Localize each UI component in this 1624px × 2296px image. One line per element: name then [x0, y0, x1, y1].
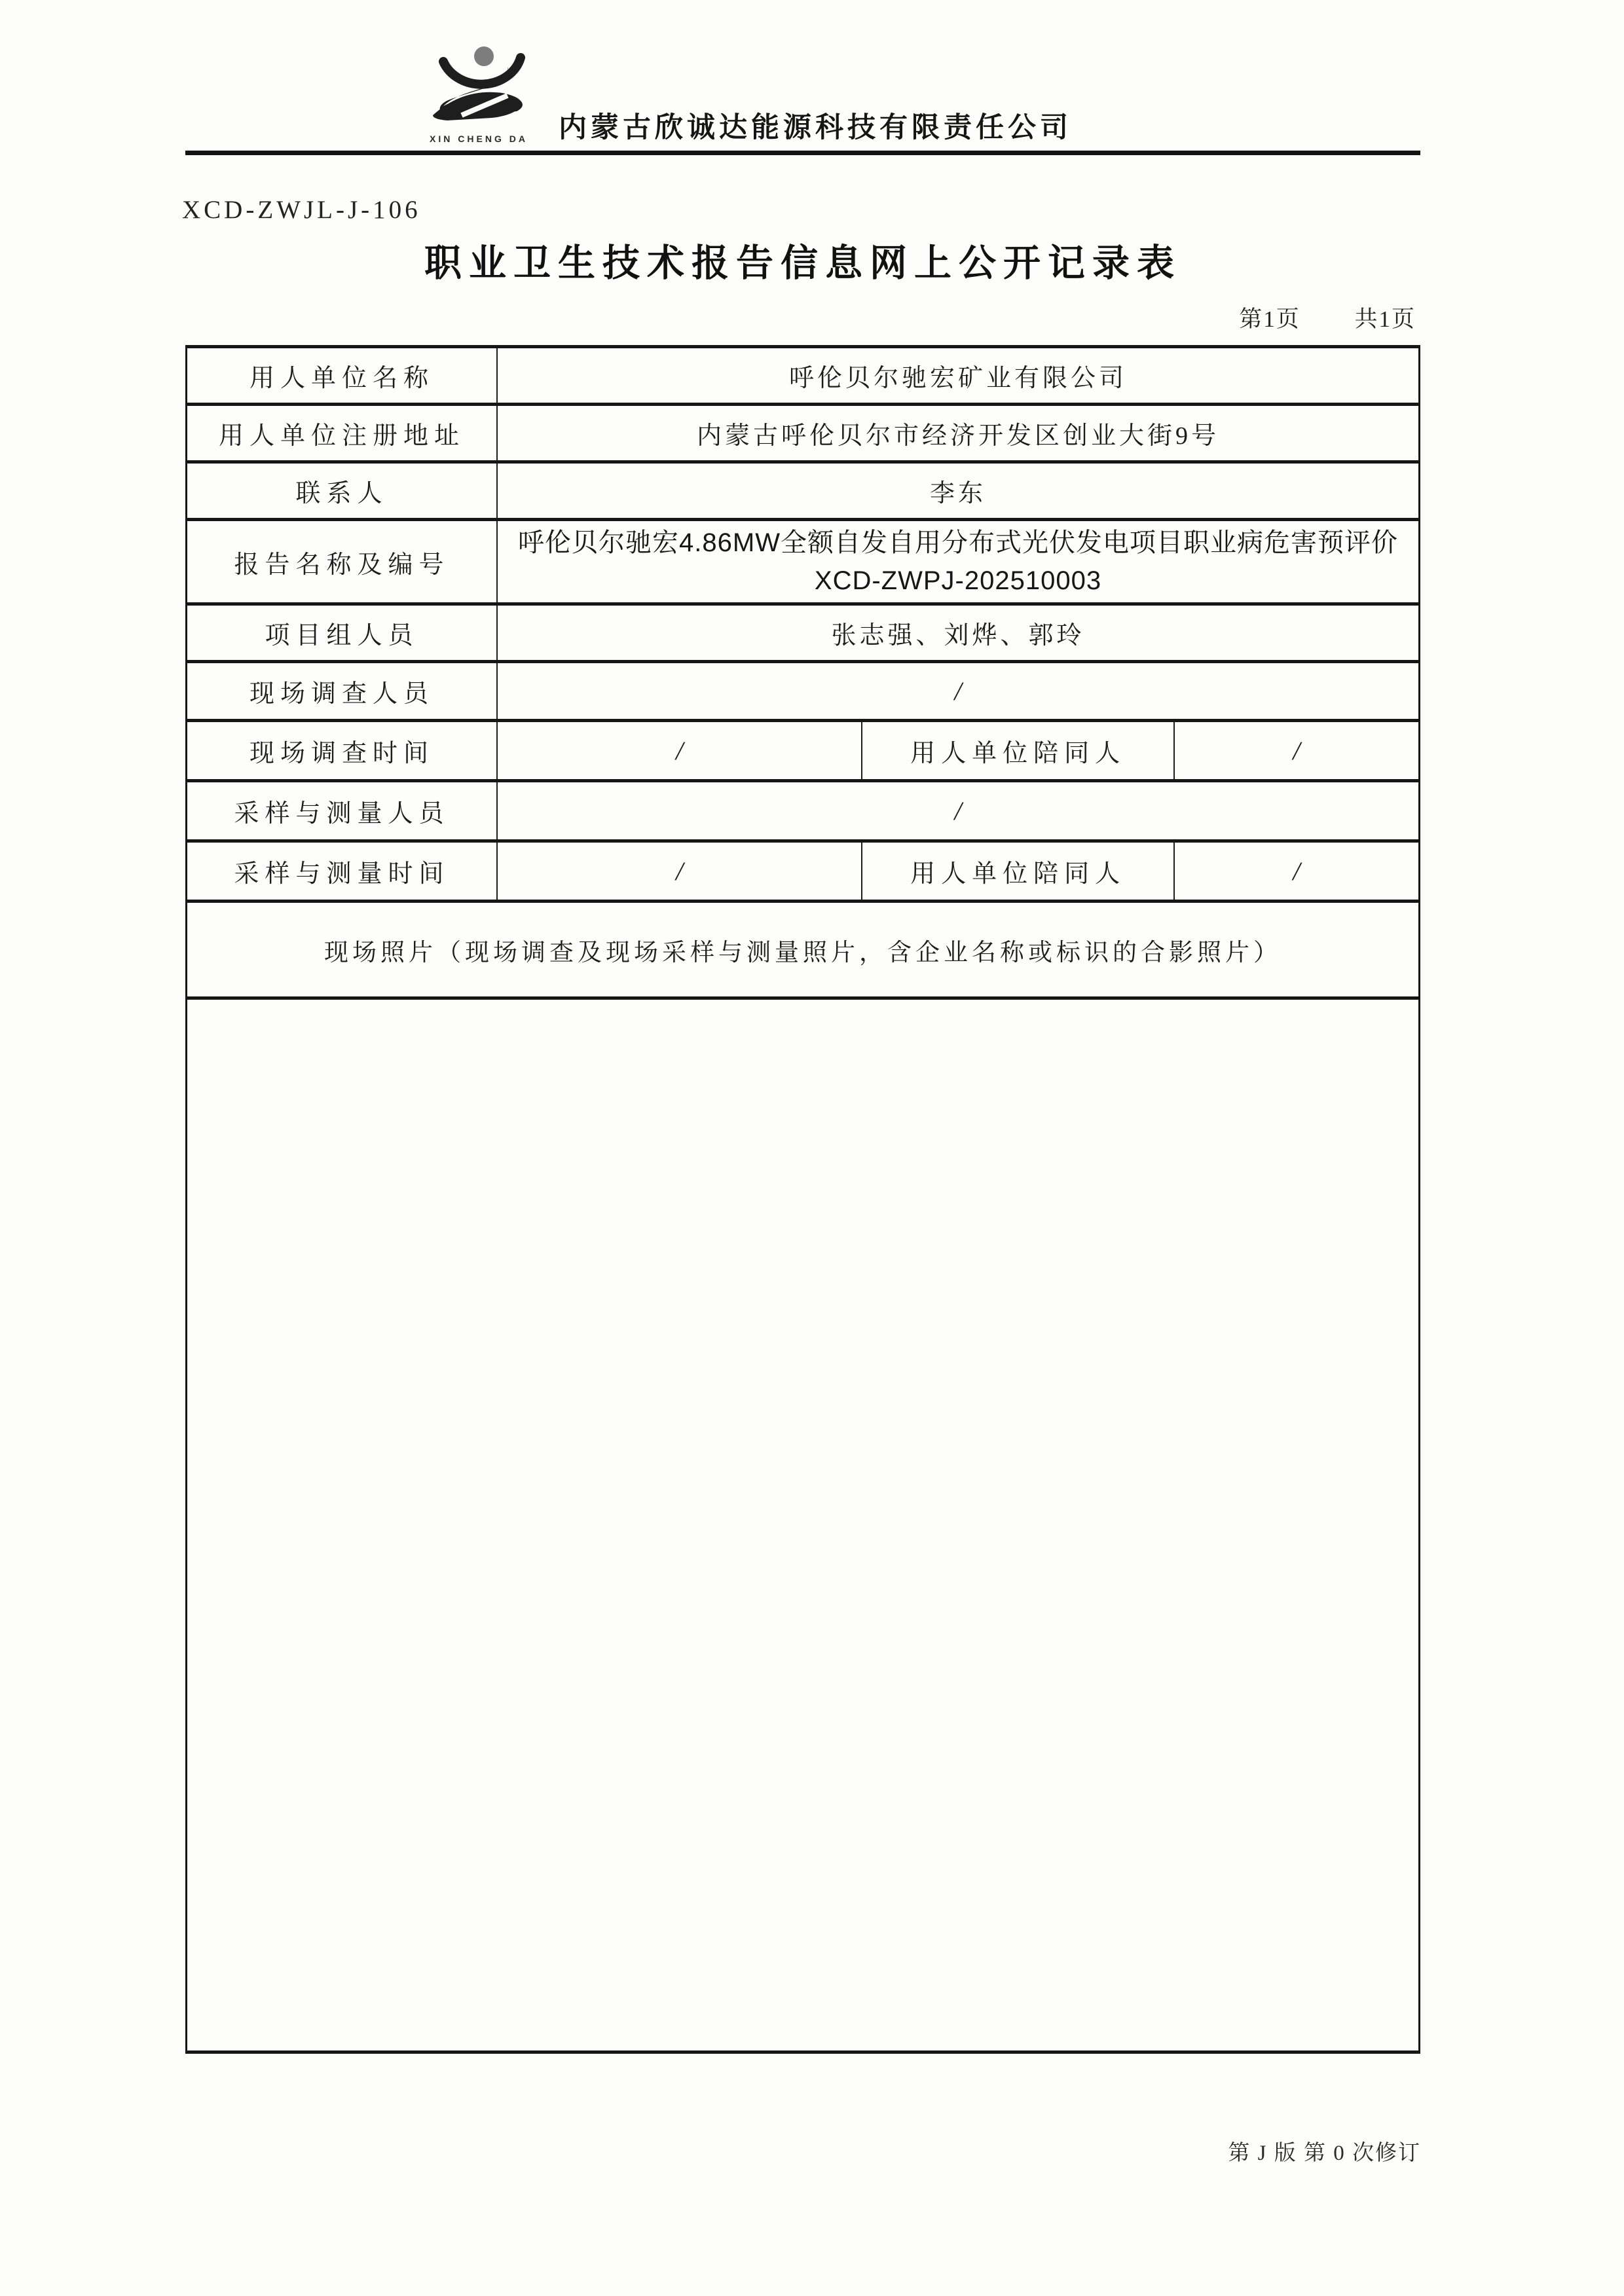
- photo-caption-row: [187, 902, 1420, 998]
- table-row: [187, 520, 1420, 604]
- row-label-secondary: 用人单位陪同人: [862, 841, 1173, 902]
- row-label-secondary: 用人单位陪同人: [862, 721, 1173, 781]
- row-label: 采样与测量人员: [187, 781, 498, 841]
- row-value: /: [497, 721, 862, 781]
- table-row: [187, 721, 1420, 781]
- row-label: 报告名称及编号: [187, 520, 498, 604]
- row-label: 联系人: [187, 462, 498, 520]
- row-label: 现场调查时间: [187, 721, 498, 781]
- company-logo-icon: [420, 42, 538, 132]
- page-current: 第1页: [1239, 306, 1301, 332]
- company-logo: [420, 42, 538, 144]
- row-label: 用人单位名称: [187, 347, 498, 405]
- record-table: [185, 345, 1420, 2054]
- form-code: XCD-ZWJL-J-106: [182, 196, 421, 224]
- company-name: 内蒙古欣诚达能源科技有限责任公司: [559, 113, 1072, 143]
- page-title: 职业卫生技术报告信息网上公开记录表: [424, 243, 1181, 284]
- table-row: [187, 662, 1420, 721]
- table-row: [187, 604, 1420, 662]
- row-value: 呼伦贝尔驰宏矿业有限公司: [497, 347, 1419, 405]
- row-label: 现场调查人员: [187, 662, 498, 721]
- row-label: 用人单位注册地址: [187, 405, 498, 462]
- row-value: 张志强、刘烨、郭玲: [497, 604, 1419, 662]
- page-total: 共1页: [1354, 306, 1416, 332]
- photo-area-cell: [187, 998, 1420, 2052]
- header-divider: [185, 151, 1420, 155]
- table-row: [187, 405, 1420, 462]
- row-value: /: [497, 662, 1419, 721]
- row-value-secondary: /: [1174, 721, 1420, 781]
- row-label: 项目组人员: [187, 604, 498, 662]
- photo-caption: 现场照片（现场调查及现场采样与测量照片，含企业名称或标识的合影照片）: [187, 902, 1420, 998]
- row-value: /: [497, 781, 1419, 841]
- report-name-number: 呼伦贝尔驰宏4.86MW全额自发自用分布式光伏发电项目职业病危害预评价XCD-ZWPJ-202510003: [497, 520, 1419, 604]
- row-value-secondary: /: [1174, 841, 1420, 902]
- logo-text: XIN CHENG DA: [430, 134, 528, 144]
- table-row: [187, 781, 1420, 841]
- table-row: [187, 841, 1420, 902]
- page-indicator: [1239, 301, 1416, 334]
- letterhead: [185, 38, 1420, 151]
- revision-note: 第 J 版 第 0 次修订: [1228, 2141, 1421, 2165]
- row-value: 内蒙古呼伦贝尔市经济开发区创业大街9号: [497, 405, 1419, 462]
- row-label: 采样与测量时间: [187, 841, 498, 902]
- table-row: [187, 462, 1420, 520]
- row-value: 李东: [497, 462, 1419, 520]
- table-row: [187, 347, 1420, 405]
- row-value: /: [497, 841, 862, 902]
- photo-row: [187, 998, 1420, 2052]
